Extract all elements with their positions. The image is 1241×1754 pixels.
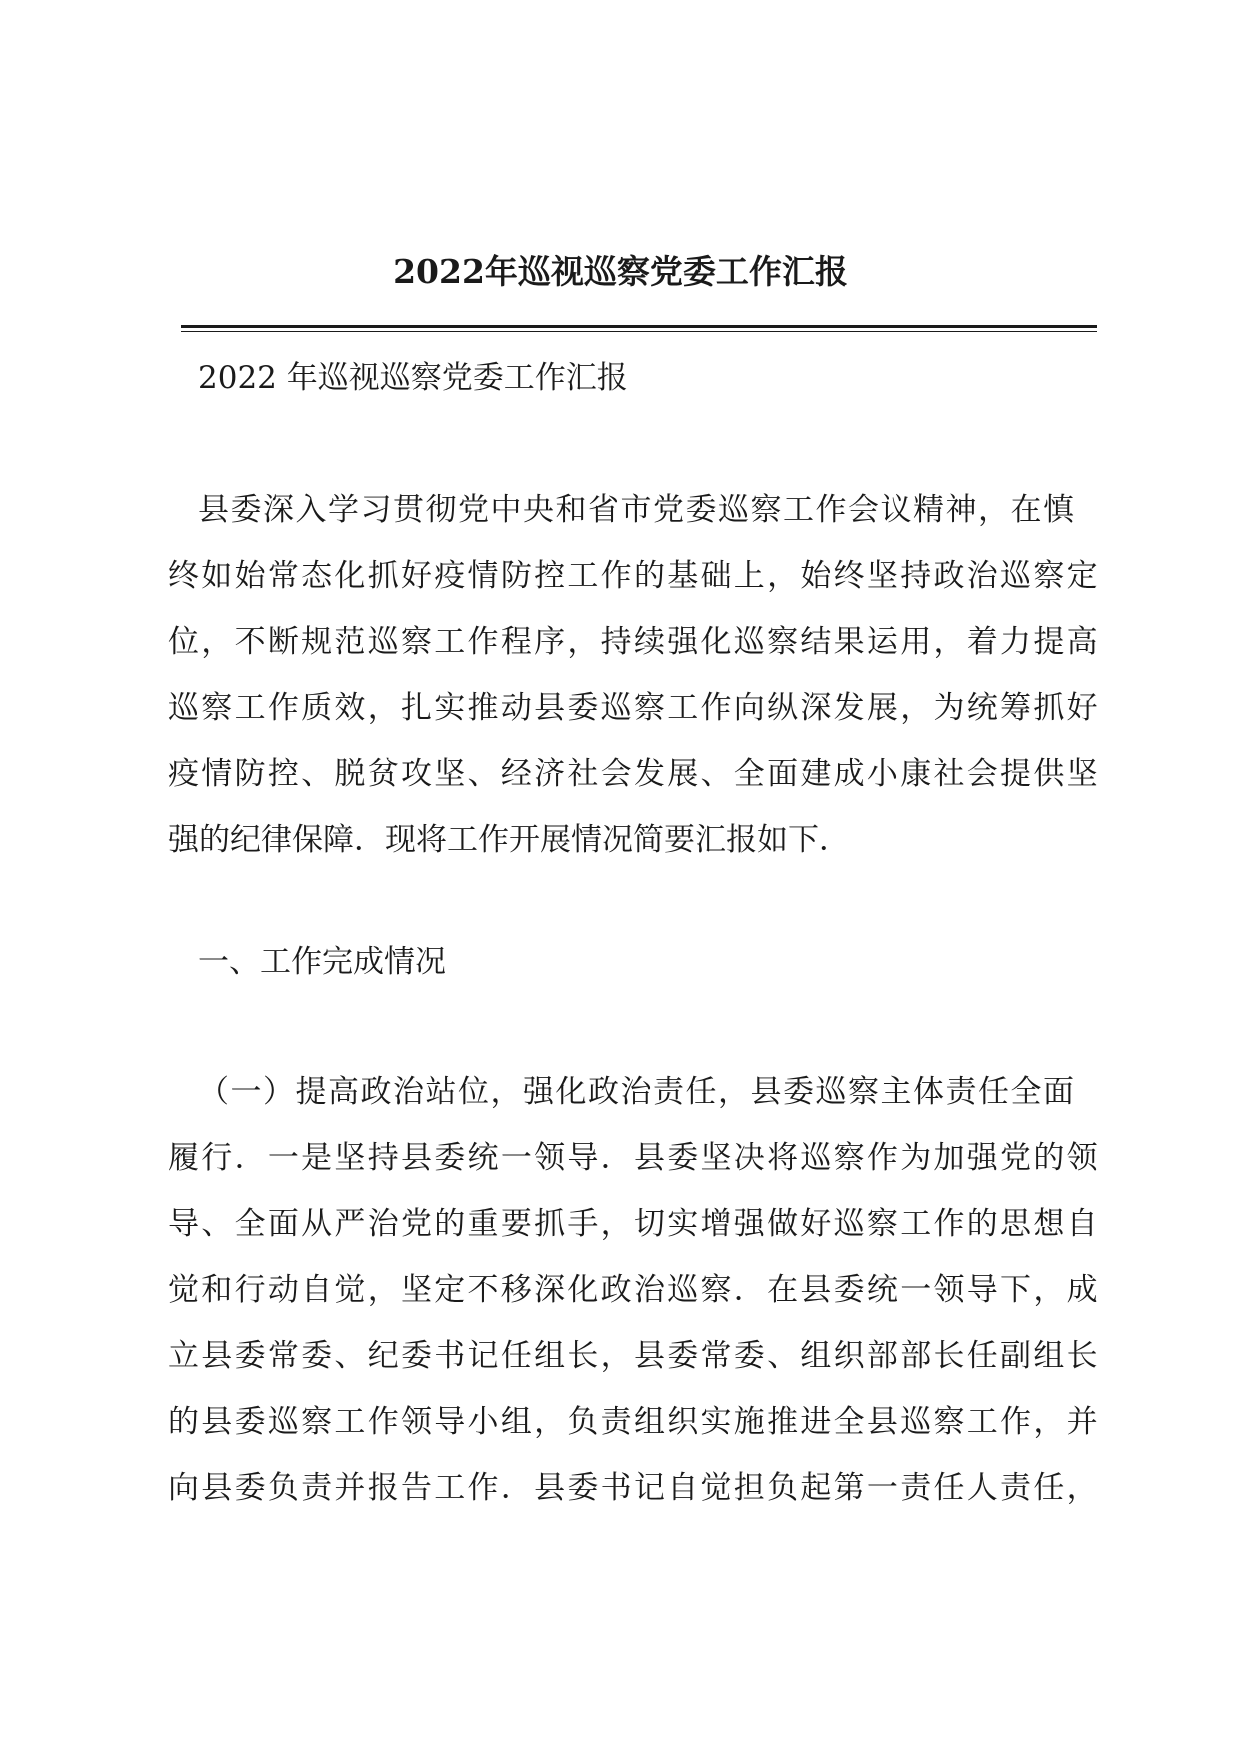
document-title: 2022年巡视巡察党委工作汇报 [393,252,848,291]
paragraph-2-line: 履 行 ． 一 是 坚 持 县 委 统 一 领 导 ． 县 委 坚 决 将 巡 察 作 为 加 强 党 的 领 [168,1140,1098,1176]
section-heading: 一、工作完成情况 [198,944,446,980]
title-rule-thin [181,331,1097,332]
title-rule-thick [181,325,1097,328]
paragraph-2-line: 导 、 全 面 从 严 治 党 的 重 要 抓 手 ， 切 实 增 强 做 好 巡 察 工 作 的 思 想 自 [168,1206,1098,1242]
paragraph-1-line: 强的纪律保障．现将工作开展情况简要汇报如下． [168,822,850,858]
paragraph-2-line: 的 县 委 巡 察 工 作 领 导 小 组 ， 负 责 组 织 实 施 推 进 全 县 巡 察 工 作 ， 并 [168,1404,1098,1440]
paragraph-2-line: （ 一 ） 提 高 政 治 站 位 ， 强 化 政 治 责 任 ， 县 委 巡 察 主 体 责 任 全 面 [198,1074,1074,1110]
paragraph-2-line: 向 县 委 负 责 并 报 告 工 作 ． 县 委 书 记 自 觉 担 负 起 第 一 责 任 人 责 任 ， [168,1470,1098,1506]
document-subtitle: 2022 年巡视巡察党委工作汇报 [198,360,628,396]
paragraph-1-line: 终 如 始 常 态 化 抓 好 疫 情 防 控 工 作 的 基 础 上 ， 始 终 坚 持 政 治 巡 察 定 [168,558,1098,594]
paragraph-1-line: 巡 察 工 作 质 效 ， 扎 实 推 动 县 委 巡 察 工 作 向 纵 深 发 展 ， 为 统 筹 抓 好 [168,690,1098,726]
paragraph-1-line: 县 委 深 入 学 习 贯 彻 党 中 央 和 省 市 党 委 巡 察 工 作 会 议 精 神 ， 在 慎 [198,492,1074,528]
paragraph-2-line: 立 县 委 常 委 、 纪 委 书 记 任 组 长 ， 县 委 常 委 、 组 织 部 部 长 任 副 组 长 [168,1338,1098,1374]
paragraph-2-line: 觉 和 行 动 自 觉 ， 坚 定 不 移 深 化 政 治 巡 察 ． 在 县 委 统 一 领 导 下 ， 成 [168,1272,1098,1308]
paragraph-1-line: 疫 情 防 控 、 脱 贫 攻 坚 、 经 济 社 会 发 展 、 全 面 建 成 小 康 社 会 提 供 坚 [168,756,1098,792]
paragraph-1-line: 位 ， 不 断 规 范 巡 察 工 作 程 序 ， 持 续 强 化 巡 察 结 果 运 用 ， 着 力 提 高 [168,624,1098,660]
